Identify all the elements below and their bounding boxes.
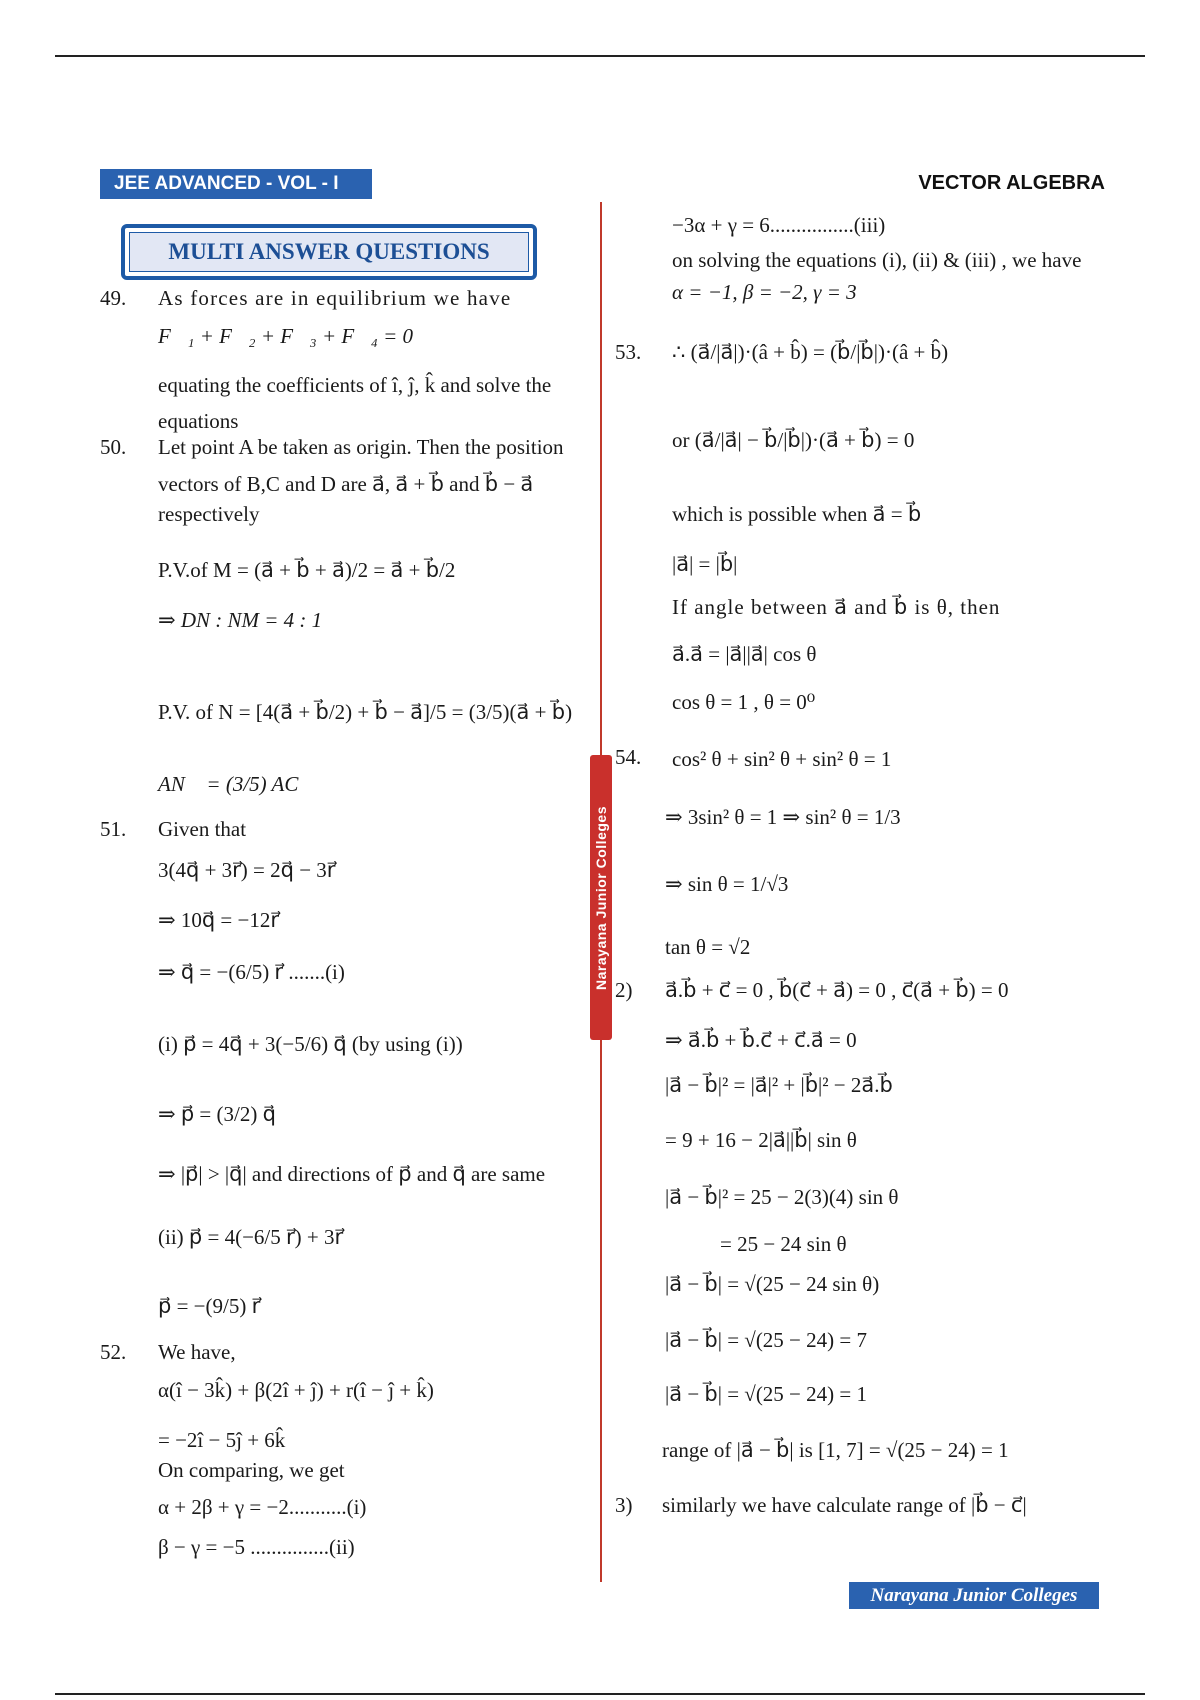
- equation-line: α = −1, β = −2, γ = 3: [672, 280, 857, 304]
- equation-line: ∴ (a⃗/|a⃗|)·(â + b̂) = (b⃗/|b⃗|)·(â + b̂): [672, 340, 949, 364]
- equation-line: ⇒ DN : NM = 4 : 1: [158, 608, 323, 632]
- solution-line: equating the coefficients of î, ĵ, k̂ and solve the: [158, 373, 552, 397]
- solution-line: on solving the equations (i), (ii) & (iii) , we have: [672, 248, 1082, 272]
- section-title-box: [121, 224, 537, 280]
- equation-line: 3(4q⃗ + 3r⃗) = 2q⃗ − 3r⃗: [158, 858, 336, 882]
- equation-line: cos² θ + sin² θ + sin² θ = 1: [672, 747, 892, 771]
- solution-line: On comparing, we get: [158, 1458, 345, 1482]
- side-label-text: Narayana Junior Colleges: [593, 805, 609, 990]
- solution-line: If angle between a⃗ and b⃗ is θ, then: [672, 595, 1001, 619]
- equation-line: = 9 + 16 − 2|a⃗||b⃗| sin θ: [665, 1128, 857, 1152]
- equation-line: ⇒ sin θ = 1/√3: [665, 872, 789, 896]
- equation-line: p⃗ = −(9/5) r⃗: [158, 1294, 261, 1318]
- equation-line: cos θ = 1 , θ = 0⁰: [672, 690, 816, 714]
- solution-line: Let point A be taken as origin. Then the position: [158, 435, 564, 459]
- question-number: 50.: [100, 435, 127, 459]
- question-number: 49.: [100, 286, 127, 310]
- equation-line: |a⃗ − b⃗| = √(25 − 24) = 1: [665, 1382, 867, 1406]
- equation-line: range of |a⃗ − b⃗| is [1, 7] = √(25 − 24) = 1: [662, 1438, 1009, 1462]
- equation-line: ⇒ a⃗.b⃗ + b⃗.c⃗ + c⃗.a⃗ = 0: [665, 1028, 857, 1052]
- chapter-title: VECTOR ALGEBRA: [918, 172, 1105, 194]
- question-number: 2): [615, 978, 633, 1002]
- equation-line: = 25 − 24 sin θ: [720, 1232, 847, 1256]
- equation-line: |a⃗ − b⃗| = √(25 − 24 sin θ): [665, 1272, 880, 1296]
- solution-line: which is possible when a⃗ = b⃗: [672, 502, 922, 526]
- equation-line: |a⃗ − b⃗| = √(25 − 24) = 7: [665, 1328, 867, 1352]
- solution-line: Given that: [158, 817, 247, 841]
- equation-line: −3α + γ = 6................(iii): [672, 213, 886, 237]
- solution-line: vectors of B,C and D are a⃗, a⃗ + b⃗ and b⃗ − a⃗: [158, 472, 534, 496]
- section-title: MULTI ANSWER QUESTIONS: [129, 232, 529, 272]
- footer-badge: Narayana Junior Colleges: [849, 1582, 1099, 1609]
- question-number: 51.: [100, 817, 127, 841]
- equation-line: P.V.of M = (a⃗ + b⃗ + a⃗)/2 = a⃗ + b⃗/2: [158, 558, 456, 582]
- solution-line: respectively: [158, 502, 260, 526]
- equation-line: tan θ = √2: [665, 935, 751, 959]
- equation-line: a⃗.b⃗ + c⃗ = 0 , b⃗(c⃗ + a⃗) = 0 , c⃗(a⃗ + b⃗) = 0: [665, 978, 1009, 1002]
- equation-line: ⇒ 3sin² θ = 1 ⇒ sin² θ = 1/3: [665, 805, 901, 829]
- equation-line: ⇒ q⃗ = −(6/5) r⃗ .......(i): [158, 960, 345, 984]
- bottom-rule: [55, 1693, 1145, 1695]
- equation-line: P.V. of N = [4(a⃗ + b⃗/2) + b⃗ − a⃗]/5 = (3/5)(a⃗ + b⃗): [158, 700, 573, 724]
- side-label-tab: [590, 755, 612, 1040]
- volume-badge: JEE ADVANCED - VOL - I: [100, 169, 372, 199]
- equation-line: ⇒ 10q⃗ = −12r⃗: [158, 908, 279, 932]
- equation-line: = −2î − 5ĵ + 6k̂: [158, 1428, 286, 1452]
- equation-line: |a⃗| = |b⃗|: [672, 552, 738, 576]
- equation-line: F⃗₁ + F⃗₂ + F⃗₃ + F⃗₄ = 0⃗: [158, 324, 430, 348]
- question-number: 52.: [100, 1340, 127, 1364]
- equation-line: ⇒ p⃗ = (3/2) q⃗: [158, 1102, 276, 1126]
- solution-line: As forces are in equilibrium we have: [158, 286, 512, 310]
- question-number: 3): [615, 1493, 633, 1517]
- equation-line: a⃗.a⃗ = |a⃗||a⃗| cos θ: [672, 642, 817, 666]
- solution-line: We have,: [158, 1340, 236, 1364]
- equation-line: |a⃗ − b⃗|² = 25 − 2(3)(4) sin θ: [665, 1185, 899, 1209]
- equation-line: α(î − 3k̂) + β(2î + ĵ) + r(î − ĵ + k̂): [158, 1378, 434, 1402]
- question-number: 54.: [615, 745, 642, 769]
- solution-line: equations: [158, 409, 239, 433]
- equation-line: (ii) p⃗ = 4(−6/5 r⃗) + 3r⃗: [158, 1225, 344, 1249]
- equation-line: |a⃗ − b⃗|² = |a⃗|² + |b⃗|² − 2a⃗.b⃗: [665, 1073, 893, 1097]
- equation-line: β − γ = −5 ...............(ii): [158, 1535, 355, 1559]
- equation-line: (i) p⃗ = 4q⃗ + 3(−5/6) q⃗ (by using (i)): [158, 1032, 463, 1056]
- question-number: 53.: [615, 340, 642, 364]
- solution-line: ⇒ |p⃗| > |q⃗| and directions of p⃗ and q⃗ are same: [158, 1162, 546, 1186]
- solution-line: similarly we have calculate range of |b⃗ − c⃗|: [662, 1493, 1027, 1517]
- top-rule: [55, 55, 1145, 57]
- equation-line: AN⃗ = (3/5) AC⃗: [158, 772, 315, 796]
- equation-line: α + 2β + γ = −2...........(i): [158, 1495, 367, 1519]
- equation-line: or (a⃗/|a⃗| − b⃗/|b⃗|)·(a⃗ + b⃗) = 0: [672, 428, 915, 452]
